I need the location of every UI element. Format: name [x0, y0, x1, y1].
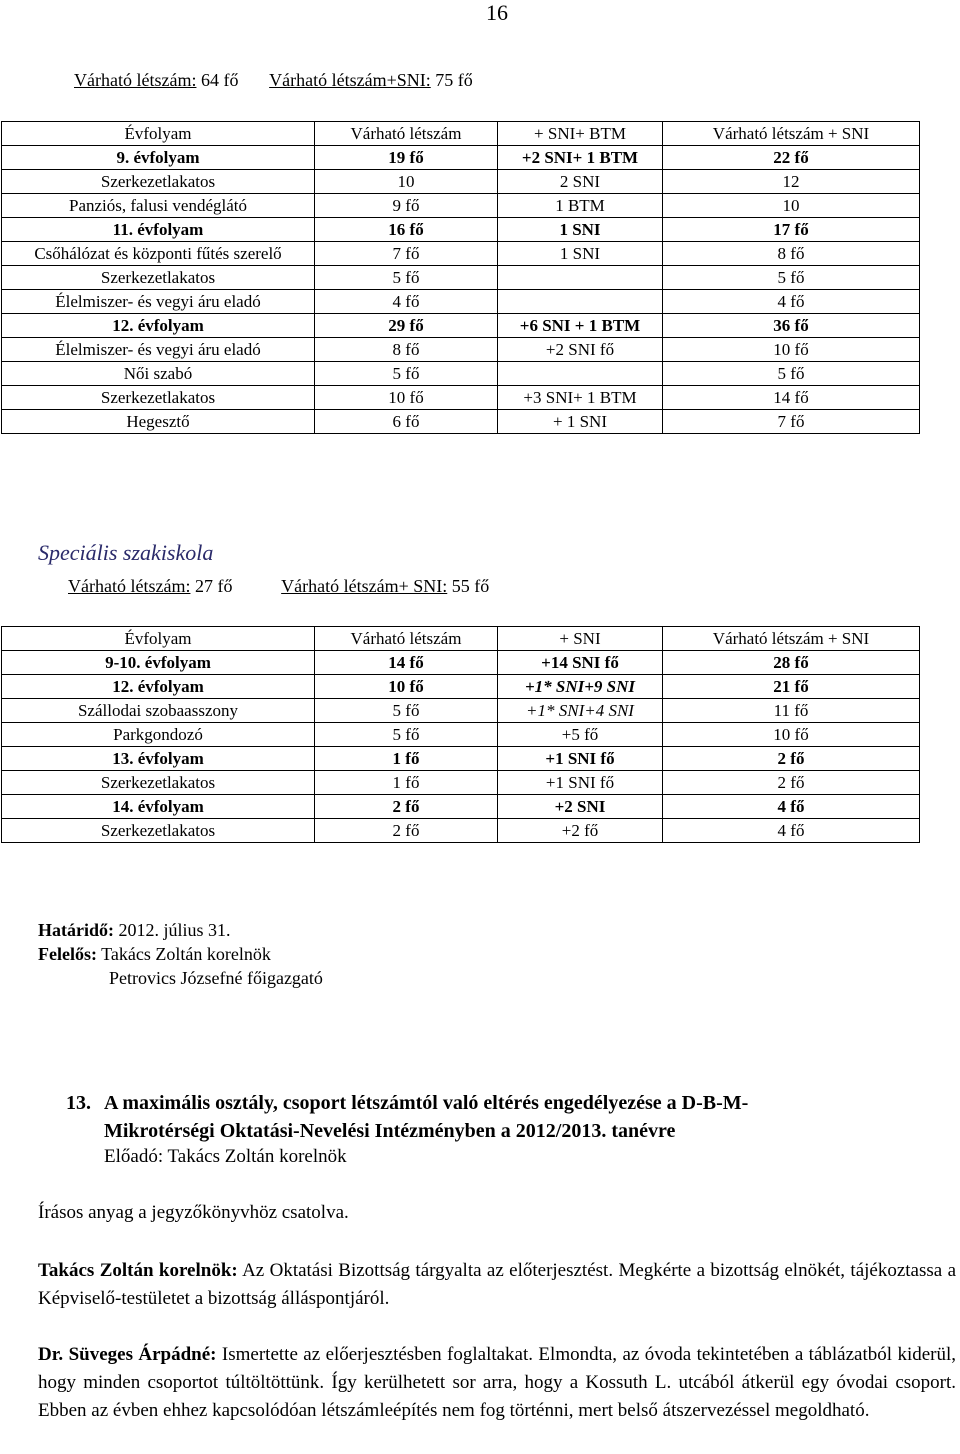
- table-row: [2, 819, 920, 843]
- table-row: [2, 386, 920, 410]
- table-cell: 5 fő: [315, 266, 498, 290]
- table-cell: +1* SNI+9 SNI: [498, 675, 663, 699]
- table-cell: 10 fő: [663, 338, 920, 362]
- table-cell: 12. évfolyam: [2, 314, 315, 338]
- speaker-name: Dr. Süveges Árpádné:: [38, 1344, 217, 1365]
- table-cell: Szerkezetlakatos: [2, 266, 315, 290]
- table-cell: 10 fő: [315, 675, 498, 699]
- table-row: [2, 723, 920, 747]
- table-row: [2, 338, 920, 362]
- column-header: Várható létszám + SNI: [663, 627, 920, 651]
- table-cell: 9 fő: [315, 194, 498, 218]
- table-cell: 14 fő: [315, 651, 498, 675]
- table-cell: 28 fő: [663, 651, 920, 675]
- table-row: [2, 771, 920, 795]
- table-cell: +2 SNI: [498, 795, 663, 819]
- summary-line-1: [74, 70, 473, 91]
- table-cell: 19 fő: [315, 146, 498, 170]
- attachment-note: Írásos anyag a jegyzőkönyvhöz csatolva.: [38, 1202, 349, 1223]
- table-cell: [498, 290, 663, 314]
- table-cell: 10: [663, 194, 920, 218]
- table-row: [2, 795, 920, 819]
- agenda-number: 13.: [66, 1092, 91, 1114]
- speaker-name: Takács Zoltán korelnök:: [38, 1260, 238, 1281]
- table-cell: 16 fő: [315, 218, 498, 242]
- table-cell: 22 fő: [663, 146, 920, 170]
- deadline-label: Határidő:: [38, 920, 114, 940]
- table-row: [2, 410, 920, 434]
- table-cell: +1 SNI fő: [498, 747, 663, 771]
- table-cell: +5 fő: [498, 723, 663, 747]
- deadline-value: 2012. július 31.: [118, 920, 231, 940]
- table-cell: +3 SNI+ 1 BTM: [498, 386, 663, 410]
- table-cell: Szerkezetlakatos: [2, 819, 315, 843]
- table-row: [2, 675, 920, 699]
- table-cell: Csőhálózat és központi fűtés szerelő: [2, 242, 315, 266]
- table-cell: 4 fő: [663, 795, 920, 819]
- column-header: Várható létszám: [315, 627, 498, 651]
- table-cell: 2 fő: [663, 771, 920, 795]
- table-cell: Szállodai szobaasszony: [2, 699, 315, 723]
- responsible-label: Felelős:: [38, 944, 97, 964]
- column-header: + SNI: [498, 627, 663, 651]
- table-cell: 36 fő: [663, 314, 920, 338]
- table-cell: Élelmiszer- és vegyi áru eladó: [2, 290, 315, 314]
- table-cell: 7 fő: [663, 410, 920, 434]
- table-cell: 10 fő: [315, 386, 498, 410]
- table-cell: +2 SNI fő: [498, 338, 663, 362]
- table-cell: 14 fő: [663, 386, 920, 410]
- table-row: [2, 170, 920, 194]
- table-row: [2, 362, 920, 386]
- table-header-row: [2, 122, 920, 146]
- table-cell: +1 SNI fő: [498, 771, 663, 795]
- page-number: 16: [486, 0, 508, 25]
- speaker-text: Ismertette az előerjesztésben foglaltakat. Elmondta, az óvoda tekintetében a táblázatból kiderül, hogy minden csoportot túltöltöttünk. Így kerülhetett sor arra, hogy a Kossuth L. utcából átkerül egy óvodai csoport. Ebben az évben ehhez kapcsolódóan létszámleépítés nem fog történni, mert belső átszervezéssel megoldható.: [38, 1344, 957, 1421]
- table-row: [2, 242, 920, 266]
- minutes-paragraph-1: [38, 1257, 956, 1313]
- vocational-table: [1, 121, 920, 434]
- table-cell: 1 SNI: [498, 218, 663, 242]
- responsible: [38, 944, 271, 965]
- expected-count-sni-value: 75 fő: [435, 70, 473, 90]
- table-cell: 13. évfolyam: [2, 747, 315, 771]
- table-cell: 8 fő: [663, 242, 920, 266]
- expected-count-sni-label: Várható létszám+SNI:: [269, 70, 431, 90]
- table-cell: +2 SNI+ 1 BTM: [498, 146, 663, 170]
- expected-count-sni-label: Várható létszám+ SNI:: [281, 576, 448, 596]
- column-header: Várható létszám + SNI: [663, 122, 920, 146]
- table-cell: [498, 266, 663, 290]
- summary-line-2: [68, 576, 489, 597]
- table-cell: Hegesztő: [2, 410, 315, 434]
- table-row: [2, 218, 920, 242]
- table-cell: Panziós, falusi vendéglátó: [2, 194, 315, 218]
- table-cell: +6 SNI + 1 BTM: [498, 314, 663, 338]
- table-cell: Parkgondozó: [2, 723, 315, 747]
- table-cell: Női szabó: [2, 362, 315, 386]
- table-cell: 1 BTM: [498, 194, 663, 218]
- table-cell: 21 fő: [663, 675, 920, 699]
- table-cell: 7 fő: [315, 242, 498, 266]
- table-cell: Szerkezetlakatos: [2, 386, 315, 410]
- table-row: [2, 146, 920, 170]
- table-cell: 2 SNI: [498, 170, 663, 194]
- table-cell: 11 fő: [663, 699, 920, 723]
- table-cell: 9-10. évfolyam: [2, 651, 315, 675]
- table-cell: 9. évfolyam: [2, 146, 315, 170]
- minutes-paragraph-2: [38, 1341, 956, 1425]
- table-header-row: [2, 627, 920, 651]
- table-cell: 5 fő: [315, 699, 498, 723]
- table-cell: 4 fő: [663, 819, 920, 843]
- table-row: [2, 314, 920, 338]
- agenda-title-line-1: A maximális osztály, csoport létszámtól való eltérés engedélyezése a D-B-M-: [104, 1092, 749, 1114]
- table-row: [2, 699, 920, 723]
- column-header: + SNI+ BTM: [498, 122, 663, 146]
- table-cell: [498, 362, 663, 386]
- presenter: Előadó: Takács Zoltán korelnök: [104, 1146, 347, 1167]
- table-cell: 1 SNI: [498, 242, 663, 266]
- table-cell: 2 fő: [315, 795, 498, 819]
- table-cell: 1 fő: [315, 747, 498, 771]
- table-cell: +2 fő: [498, 819, 663, 843]
- expected-count-value: 27 fő: [194, 576, 233, 596]
- table-cell: +14 SNI fő: [498, 651, 663, 675]
- section-title: Speciális szakiskola: [38, 540, 214, 565]
- column-header: Évfolyam: [2, 122, 315, 146]
- table-cell: 5 fő: [315, 723, 498, 747]
- table-cell: 2 fő: [315, 819, 498, 843]
- expected-count-value: 64 fő: [200, 70, 239, 90]
- table-cell: 10: [315, 170, 498, 194]
- table-cell: + 1 SNI: [498, 410, 663, 434]
- table-cell: 29 fő: [315, 314, 498, 338]
- expected-count-label: Várható létszám:: [68, 576, 191, 596]
- expected-count-label: Várható létszám:: [74, 70, 197, 90]
- table-cell: 1 fő: [315, 771, 498, 795]
- special-school-table: [1, 626, 920, 843]
- table-cell: 2 fő: [663, 747, 920, 771]
- table-row: [2, 194, 920, 218]
- table-cell: 4 fő: [663, 290, 920, 314]
- table-cell: 12. évfolyam: [2, 675, 315, 699]
- table-cell: Élelmiszer- és vegyi áru eladó: [2, 338, 315, 362]
- table-row: [2, 747, 920, 771]
- table-cell: 5 fő: [663, 362, 920, 386]
- expected-count-sni-value: 55 fő: [451, 576, 490, 596]
- table-cell: 8 fő: [315, 338, 498, 362]
- table-cell: Szerkezetlakatos: [2, 771, 315, 795]
- table-cell: +1* SNI+4 SNI: [498, 699, 663, 723]
- table-row: [2, 290, 920, 314]
- column-header: Várható létszám: [315, 122, 498, 146]
- speaker-text: Az Oktatási Bizottság tárgyalta az előterjesztést. Megkérte a bizottság elnökét, tájékoztassa a Képviselő-testületet a bizottság álláspontjáról.: [38, 1260, 957, 1309]
- agenda-title-line-2: Mikrotérségi Oktatási-Nevelési Intézményben a 2012/2013. tanévre: [104, 1120, 676, 1142]
- column-header: Évfolyam: [2, 627, 315, 651]
- table-cell: 6 fő: [315, 410, 498, 434]
- agenda-heading: [66, 1089, 956, 1145]
- deadline: [38, 920, 231, 941]
- table-cell: 14. évfolyam: [2, 795, 315, 819]
- responsible-value-2: Petrovics Józsefné főigazgató: [109, 968, 323, 988]
- table-cell: 5 fő: [663, 266, 920, 290]
- table-row: [2, 266, 920, 290]
- table-cell: 10 fő: [663, 723, 920, 747]
- table-cell: 12: [663, 170, 920, 194]
- table-cell: Szerkezetlakatos: [2, 170, 315, 194]
- responsible-value-1: Takács Zoltán korelnök: [101, 944, 271, 964]
- table-cell: 17 fő: [663, 218, 920, 242]
- table-row: [2, 651, 920, 675]
- table-cell: 4 fő: [315, 290, 498, 314]
- table-cell: 5 fő: [315, 362, 498, 386]
- table-cell: 11. évfolyam: [2, 218, 315, 242]
